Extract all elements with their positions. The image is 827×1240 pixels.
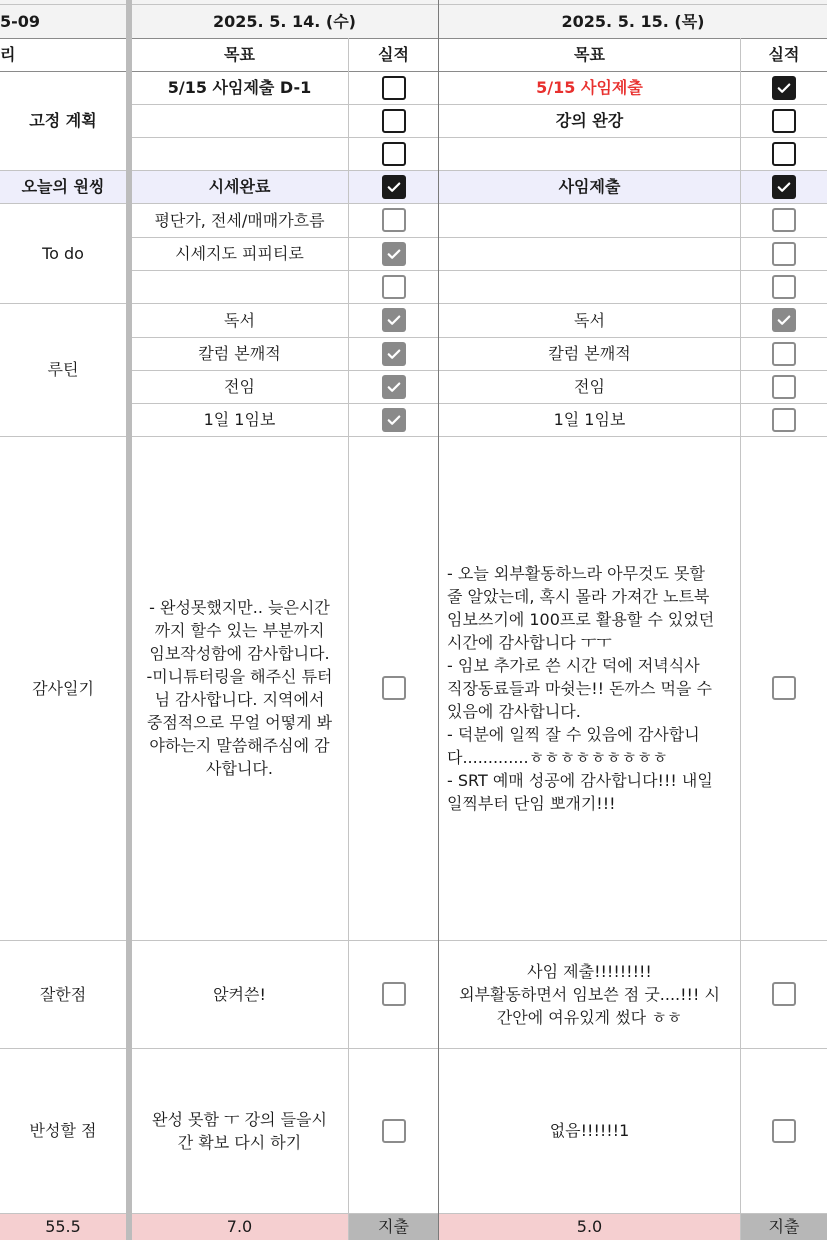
reflection-entry-text: 완성 못함 ㅜ 강의 들을시 간 확보 다시 하기: [152, 1109, 327, 1152]
row-divider: [126, 403, 827, 404]
todo-checkbox[interactable]: [382, 208, 406, 232]
fixed-plan-goal: [439, 137, 740, 170]
gratitude-checkbox[interactable]: [382, 676, 406, 700]
gratitude-entry-text: - 오늘 외부활동하느라 아무것도 못할 줄 알았는데, 혹시 몰라 가져간 노트북 임보쓰기에 100프로 활용할 수 있었던 시간에 감사합니다 ㅜㅜ - 임보 추가로 쓴 시간 덕에 저녁식사 직장동료들과 마쉿는!! 돈까스 먹을 수 있음에 감사합니다. - 덕분에 일찍 잘 수 있음에 감사합니 다.............ㅎㅎㅎㅎㅎㅎㅎㅎㅎ - SRT 예매 성공에 감사합니다!!! 내일 일찍부터 단임 뽀개기!!!: [447, 563, 715, 813]
category-routine-text: 루틴: [47, 360, 79, 379]
category-reflection: [0, 1048, 126, 1213]
routine-item-text: 전임: [574, 377, 605, 396]
result-header-day1: [349, 38, 438, 71]
category-routine: [0, 303, 126, 436]
footer-total-value-text: 55.5: [45, 1217, 81, 1236]
todo-item-text: 시세지도 피피티로: [175, 244, 304, 263]
routine-checkbox[interactable]: [772, 308, 796, 332]
todo-checkbox[interactable]: [772, 208, 796, 232]
expense-label-text: 지출: [768, 1217, 800, 1236]
expense-label: [741, 1213, 827, 1240]
todo-item: [131, 270, 348, 303]
category-header: [0, 38, 126, 71]
expense-label: [349, 1213, 438, 1240]
category-onething: [0, 170, 126, 203]
routine-item: [131, 370, 348, 403]
todo-item: [439, 203, 740, 237]
routine-item-text: 독서: [574, 310, 605, 330]
header-divider: [0, 71, 827, 72]
row-divider: [126, 137, 827, 138]
category-onething-text: 오늘의 원씽: [21, 177, 105, 196]
good-points-entry-text: 앉켜쓴!: [213, 984, 266, 1004]
row-divider: [0, 303, 827, 304]
routine-item-text: 전임: [224, 377, 255, 396]
goal-header-day1: [131, 38, 348, 71]
routine-checkbox[interactable]: [382, 308, 406, 332]
todo-checkbox[interactable]: [772, 275, 796, 299]
result-header-day2: [741, 38, 827, 71]
fixed-plan-checkbox[interactable]: [382, 76, 406, 100]
category-gratitude: [0, 436, 126, 940]
reflection-entry-text: 없음!!!!!!1: [549, 1121, 630, 1140]
routine-checkbox[interactable]: [772, 408, 796, 432]
routine-item: [439, 370, 740, 403]
row-divider: [0, 1048, 827, 1049]
reflection-entry: [131, 1048, 348, 1213]
checkmark-icon: [385, 345, 403, 363]
routine-item: [131, 303, 348, 337]
date-header-day2-text: 2025. 5. 15. (목): [561, 12, 705, 31]
date-header-day1: [131, 5, 438, 38]
checkmark-icon: [385, 245, 403, 263]
frozen-column-divider: [126, 0, 132, 1240]
fixed-plan-checkbox[interactable]: [382, 109, 406, 133]
goal-header-day2-text: 목표: [574, 45, 605, 64]
expense-label-text: 지출: [378, 1217, 409, 1236]
routine-checkbox[interactable]: [772, 375, 796, 399]
routine-item-text: 칼럼 본깨적: [198, 344, 281, 363]
todo-item-text: 평단가, 전세/매매가흐름: [154, 210, 325, 230]
reflection-checkbox[interactable]: [772, 1119, 796, 1143]
reflection-entry: [439, 1048, 740, 1213]
routine-item-text: 독서: [224, 310, 255, 330]
footer-total-value: [0, 1213, 126, 1240]
result-header-day2-text: 실적: [768, 45, 800, 64]
category-header-text: 리: [0, 45, 16, 64]
reflection-checkbox[interactable]: [382, 1119, 406, 1143]
routine-item: [439, 303, 740, 337]
todo-checkbox[interactable]: [772, 242, 796, 266]
gratitude-checkbox[interactable]: [772, 676, 796, 700]
row-divider: [126, 270, 827, 271]
category-todo: [0, 203, 126, 303]
gratitude-entry: [131, 436, 348, 940]
week-label-text: 5-09: [0, 12, 41, 31]
onething-goal: [439, 170, 740, 203]
expense-value-text: 5.0: [576, 1217, 603, 1236]
fixed-plan-checkbox[interactable]: [382, 142, 406, 166]
routine-checkbox[interactable]: [382, 342, 406, 366]
good-points-entry: [131, 940, 348, 1048]
onething-checkbox[interactable]: [772, 175, 796, 199]
row-divider: [126, 237, 827, 238]
fixed-plan-goal-text: 5/15 사임제출 D-1: [167, 78, 312, 97]
good-points-checkbox[interactable]: [382, 982, 406, 1006]
checkmark-icon: [385, 378, 403, 396]
expense-value: [439, 1213, 740, 1240]
checkmark-icon: [775, 311, 793, 329]
goal-header-day2: [439, 38, 740, 71]
week-label: [0, 5, 126, 38]
category-gratitude-text: 감사일기: [32, 678, 94, 698]
expense-value: [131, 1213, 348, 1240]
row-divider: [126, 337, 827, 338]
checkmark-icon: [775, 178, 793, 196]
good-points-checkbox[interactable]: [772, 982, 796, 1006]
row-divider: [0, 203, 827, 204]
fixed-plan-goal-text: 강의 완강: [555, 111, 624, 130]
result-header-day1-text: 실적: [378, 45, 409, 64]
checkmark-icon: [385, 311, 403, 329]
good-points-entry: [439, 940, 740, 1048]
checkmark-icon: [385, 411, 403, 429]
fixed-plan-goal: [131, 104, 348, 137]
routine-item: [439, 337, 740, 370]
todo-checkbox[interactable]: [382, 242, 406, 266]
category-fixed-plan: [0, 71, 126, 170]
expense-value-text: 7.0: [226, 1217, 253, 1236]
todo-item: [439, 237, 740, 270]
todo-item: [131, 203, 348, 237]
fixed-plan-goal: [439, 71, 740, 104]
category-fixed-plan-text: 고정 계획: [29, 111, 97, 130]
row-divider: [0, 170, 827, 171]
onething-goal-text: 사임제출: [558, 177, 621, 196]
checkmark-icon: [775, 79, 793, 97]
routine-item-text: 1일 1임보: [203, 410, 276, 429]
todo-item: [439, 270, 740, 303]
routine-item-text: 1일 1임보: [553, 410, 626, 429]
good-points-entry-text: 사임 제출!!!!!!!!! 외부활동하면서 임보쓴 점 굿....!!! 시 간안에 여유있게 썼다 ㅎㅎ: [459, 961, 720, 1027]
todo-item: [131, 237, 348, 270]
onething-goal-text: 시세완료: [208, 177, 271, 196]
category-good-points-text: 잘한점: [39, 984, 87, 1004]
gratitude-entry: [439, 436, 740, 940]
row-divider: [0, 436, 827, 437]
row-divider: [126, 104, 827, 105]
routine-item: [131, 403, 348, 436]
fixed-plan-checkbox[interactable]: [772, 76, 796, 100]
fixed-plan-checkbox[interactable]: [772, 109, 796, 133]
fixed-plan-goal: [131, 137, 348, 170]
row-divider: [0, 940, 827, 941]
column-divider: [348, 38, 349, 1240]
category-good-points: [0, 940, 126, 1048]
column-divider: [740, 38, 741, 1240]
todo-checkbox[interactable]: [382, 275, 406, 299]
fixed-plan-goal: [439, 104, 740, 137]
routine-checkbox[interactable]: [382, 375, 406, 399]
checkmark-icon: [385, 178, 403, 196]
fixed-plan-checkbox[interactable]: [772, 142, 796, 166]
onething-goal: [131, 170, 348, 203]
routine-item: [131, 337, 348, 370]
row-divider: [0, 4, 827, 5]
category-reflection-text: 반성할 점: [29, 1121, 97, 1140]
row-divider: [126, 370, 827, 371]
routine-checkbox[interactable]: [382, 408, 406, 432]
date-header-day2: [439, 5, 827, 38]
row-divider: [0, 1213, 827, 1214]
fixed-plan-goal-text: 5/15 사임제출: [536, 78, 643, 97]
day-divider: [438, 0, 439, 1240]
routine-item: [439, 403, 740, 436]
fixed-plan-goal: [131, 71, 348, 104]
category-todo-text: To do: [42, 243, 84, 263]
onething-checkbox[interactable]: [382, 175, 406, 199]
routine-checkbox[interactable]: [772, 342, 796, 366]
date-header-day1-text: 2025. 5. 14. (수): [213, 12, 356, 31]
header-divider: [0, 38, 827, 39]
routine-item-text: 칼럼 본깨적: [548, 344, 631, 363]
gratitude-entry-text: - 완성못했지만.. 늦은시간 까지 할수 있는 부분까지 임보작성함에 감사합니다. -미니튜터링을 해주신 튜터 님 감사합니다. 지역에서 중점적으로 무얼 어떻게 봐 야하는지 말씀해주심에 감 사합니다.: [146, 598, 333, 778]
goal-header-day1-text: 목표: [224, 45, 255, 64]
